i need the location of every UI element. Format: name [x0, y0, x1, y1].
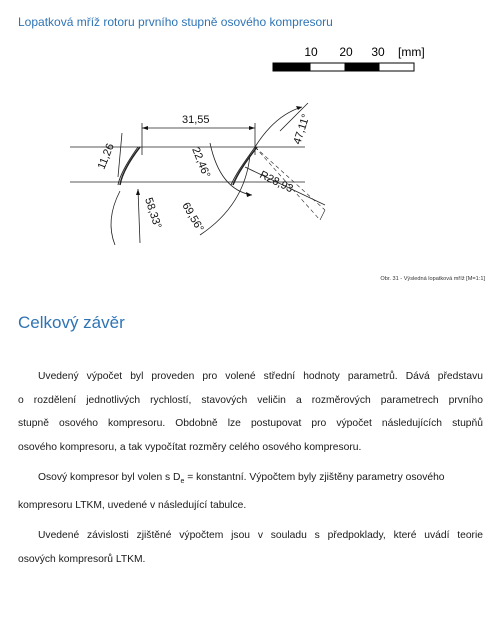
dimension-angle-inlet: 22,46°	[189, 145, 213, 180]
subscript: e	[180, 478, 185, 486]
figure-title: Lopatková mříž rotoru prvního stupně osového kompresoru	[18, 15, 333, 29]
dimension-angle-bottom-mid: 69,56°	[179, 200, 206, 235]
dimension-pitch: 31,55	[182, 114, 210, 126]
scale-tick-label: 10	[304, 45, 318, 59]
paragraph-line: stupně osového kompresoru. Obdobně lze postupovat pro výpočet následujících stupňů	[18, 418, 483, 429]
scale-segment	[379, 63, 414, 71]
dimension-angle-bottom-left: 58,33°	[142, 196, 164, 231]
dimension-line	[118, 133, 122, 177]
dimension-line	[138, 189, 140, 243]
paragraph-line: kompresoru LTKM, uvedené v následující tabulce.	[18, 499, 247, 511]
scale-segment	[345, 63, 379, 71]
paragraph-line	[18, 466, 483, 494]
section-heading: Celkový závěr	[18, 313, 125, 332]
paragraph-2	[18, 466, 483, 517]
blade-left	[120, 147, 140, 185]
paragraph-line: Uvedený výpočet byl proveden pro volené střední hodnoty parametrů. Dává představu	[38, 371, 483, 382]
paragraph-1	[18, 365, 483, 459]
arrow-head	[249, 126, 255, 130]
construction-line	[320, 210, 325, 220]
arrow-head	[136, 189, 140, 195]
paragraph-line: Uvedené závislosti zjištěné výpočtem jsou v souladu s předpoklady, které uvádí teorie	[38, 530, 483, 541]
scale-unit-label: [mm]	[398, 45, 425, 59]
dimension-radius: R28,93	[257, 168, 295, 196]
angle-arc	[210, 143, 252, 195]
arrow-head	[142, 126, 148, 130]
scale-segment	[310, 63, 345, 71]
dimension-left-height: 11,26	[95, 141, 117, 172]
text-run: = konstantní. Výpočtem byly zjištěny parametry osového	[184, 472, 445, 483]
paragraph-line: o rozdělení jednotlivých rychlostí, stavových veličin a rozměrových parametrech prvního	[18, 394, 483, 406]
angle-arc	[111, 191, 120, 245]
scale-bar	[272, 44, 502, 76]
paragraph-line: osového kompresoru, a tak vypočítat rozměry celého osového kompresoru.	[18, 441, 362, 453]
scale-tick-label: 30	[371, 45, 385, 59]
scale-segment	[273, 63, 310, 71]
paragraph-3	[18, 524, 483, 571]
blade-cascade-diagram	[70, 95, 360, 255]
figure-caption: Obr. 31 - Výsledná lopatková mříž [M=1:1]	[380, 276, 485, 282]
paragraph-line: osových kompresorů LTKM.	[18, 553, 146, 565]
dimension-angle-top-right: 47,11°	[291, 112, 313, 146]
text-run: Osový kompresor byl volen s D	[38, 472, 181, 483]
scale-tick-label: 20	[339, 45, 353, 59]
